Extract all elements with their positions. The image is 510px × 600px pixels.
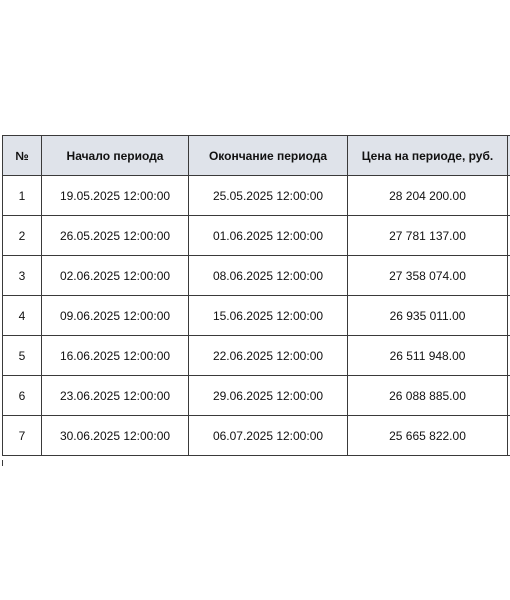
table-header-row	[3, 136, 510, 176]
cell-number: 1	[3, 176, 42, 216]
cell-period-price: 27 781 137.00	[348, 216, 508, 256]
cell-period-price: 28 204 200.00	[348, 176, 508, 216]
cell-period-start: 19.05.2025 12:00:00	[42, 176, 189, 216]
cell-period-price: 26 935 011.00	[348, 296, 508, 336]
cell-period-start: 09.06.2025 12:00:00	[42, 296, 189, 336]
cell-period-end: 01.06.2025 12:00:00	[189, 216, 348, 256]
price-periods-table-container	[2, 135, 510, 456]
cell-period-start: 23.06.2025 12:00:00	[42, 376, 189, 416]
cell-period-end: 15.06.2025 12:00:00	[189, 296, 348, 336]
header-period-end: Окончание периода	[189, 136, 348, 176]
table-row	[3, 176, 510, 216]
cell-number: 5	[3, 336, 42, 376]
table-row	[3, 296, 510, 336]
price-periods-table	[2, 135, 510, 456]
table-row	[3, 336, 510, 376]
table-border-stub	[2, 460, 3, 466]
cell-period-price: 26 511 948.00	[348, 336, 508, 376]
cell-period-start: 16.06.2025 12:00:00	[42, 336, 189, 376]
table-row	[3, 416, 510, 456]
cell-period-end: 29.06.2025 12:00:00	[189, 376, 348, 416]
cell-number: 7	[3, 416, 42, 456]
header-period-start: Начало периода	[42, 136, 189, 176]
table-body	[3, 176, 510, 456]
table-row	[3, 256, 510, 296]
table-row	[3, 376, 510, 416]
cell-number: 3	[3, 256, 42, 296]
cell-number: 2	[3, 216, 42, 256]
cell-period-start: 30.06.2025 12:00:00	[42, 416, 189, 456]
cell-period-price: 25 665 822.00	[348, 416, 508, 456]
table-row	[3, 216, 510, 256]
cell-number: 4	[3, 296, 42, 336]
header-number: №	[3, 136, 42, 176]
cell-period-end: 06.07.2025 12:00:00	[189, 416, 348, 456]
cell-period-end: 08.06.2025 12:00:00	[189, 256, 348, 296]
cell-period-start: 26.05.2025 12:00:00	[42, 216, 189, 256]
cell-period-start: 02.06.2025 12:00:00	[42, 256, 189, 296]
cell-period-end: 22.06.2025 12:00:00	[189, 336, 348, 376]
cell-period-end: 25.05.2025 12:00:00	[189, 176, 348, 216]
cell-number: 6	[3, 376, 42, 416]
header-period-price: Цена на периоде, руб.	[348, 136, 508, 176]
cell-period-price: 27 358 074.00	[348, 256, 508, 296]
cell-period-price: 26 088 885.00	[348, 376, 508, 416]
